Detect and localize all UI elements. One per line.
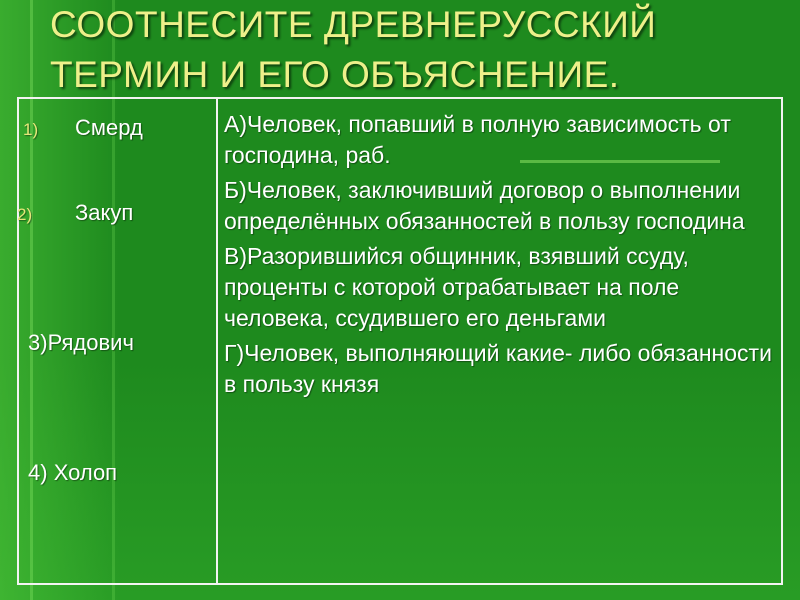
term-item <box>28 460 117 486</box>
definitions-column <box>224 109 772 404</box>
term-item <box>28 330 134 356</box>
definition-d: Г)Человек, выполняющий какие- либо обязанности в пользу князя <box>224 340 772 397</box>
definition-c: В)Разорившийся общинник, взявший ссуду, проценты с которой отрабатывает на поле человека, ссудившего его деньгами <box>224 243 689 331</box>
term-number: 2) <box>17 205 33 224</box>
title-line-1: СООТНЕСИТЕ ДРЕВНЕРУССКИЙ <box>50 4 657 45</box>
term-number: 4) <box>28 460 48 485</box>
term-label: Смерд <box>75 115 143 140</box>
slide-title <box>50 0 750 100</box>
definition-b: Б)Человек, заключивший договор о выполнении определённых обязанностей в пользу господина <box>224 177 745 234</box>
definition-a: А)Человек, попавший в полную зависимость от господина, раб. <box>224 111 731 168</box>
term-label: Рядович <box>47 330 134 355</box>
title-line-2: ТЕРМИН И ЕГО ОБЪЯСНЕНИЕ. <box>50 54 620 95</box>
term-item <box>17 200 133 228</box>
term-number: 1) <box>23 120 39 139</box>
term-label: Закуп <box>75 200 134 225</box>
matching-table <box>17 97 783 585</box>
term-item <box>23 115 143 143</box>
column-divider <box>216 99 218 583</box>
term-label: Холоп <box>53 460 118 485</box>
term-number: 3) <box>28 330 48 355</box>
